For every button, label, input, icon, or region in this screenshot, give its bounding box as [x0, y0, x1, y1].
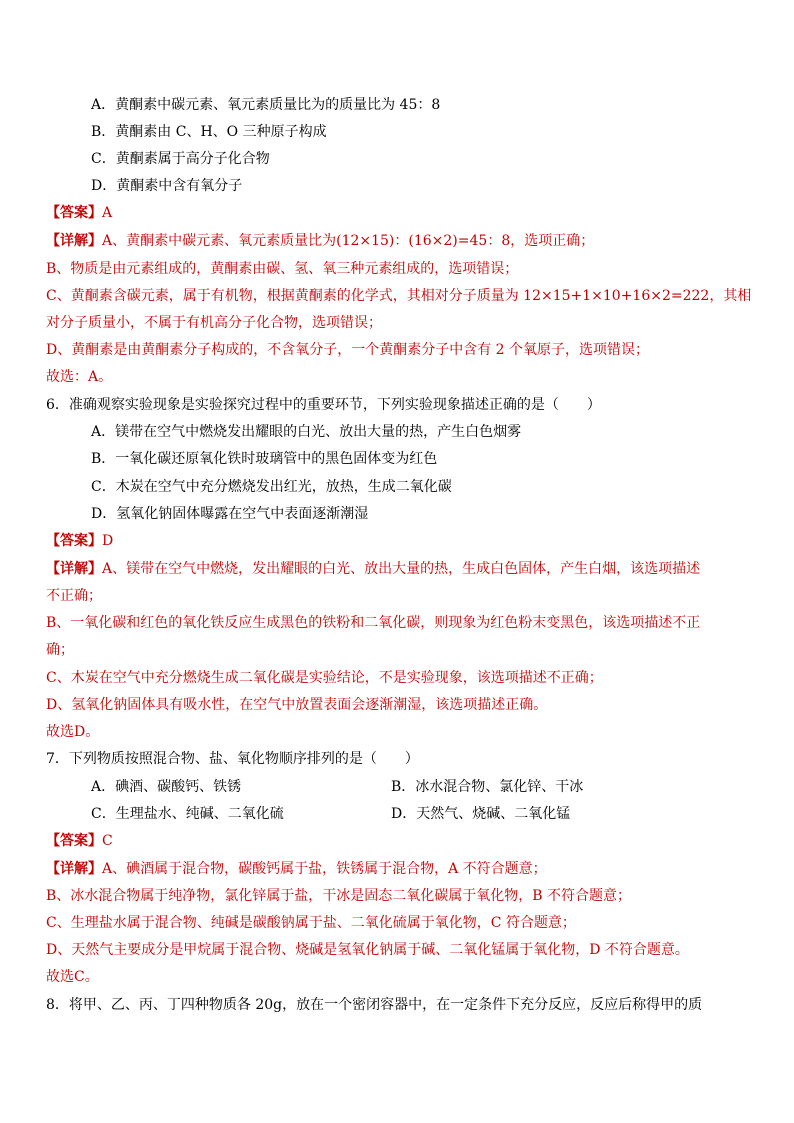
detail-text: A、黄酮素中碳元素、氧元素质量比为(12×15)：(16×2)=45：8，选项正确；	[102, 233, 595, 249]
q6-detail-line	[46, 560, 746, 578]
q6-detail-line: 确；	[46, 642, 74, 658]
q7-options-row-2	[91, 805, 791, 823]
q6-option-a: A．镁带在空气中燃烧发出耀眼的白光、放出大量的热，产生白色烟雾	[91, 424, 522, 440]
q6-question: 6．准确观察实验现象是实验探究过程中的重要环节，下列实验现象描述正确的是（ ）	[46, 397, 601, 413]
answer-label: 【答案】	[46, 533, 102, 549]
q5-detail-line: 对分子质量小，不属于有机高分子化合物，选项错误；	[46, 315, 382, 331]
q7-option-a: A．碘酒、碳酸钙、铁锈	[91, 779, 242, 795]
q7-option-c: C．生理盐水、纯碱、二氧化硫	[91, 806, 284, 822]
q6-option-d: D．氢氧化钠固体曝露在空气中表面逐渐潮湿	[91, 506, 369, 522]
q8-question: 8．将甲、乙、丙、丁四种物质各 20g，放在一个密闭容器中，在一定条件下充分反应，反应后称得甲的质	[46, 997, 703, 1013]
answer-label: 【答案】	[46, 833, 102, 849]
q5-answer	[46, 204, 746, 222]
q5-detail-line: D、黄酮素是由黄酮素分子构成的，不含氧分子，一个黄酮素分子中含有 2 个氧原子，选项错误；	[46, 342, 650, 358]
detail-text: A、碘酒属于混合物，碳酸钙属于盐，铁锈属于混合物，A 不符合题意；	[102, 861, 547, 877]
q7-answer	[46, 832, 746, 850]
detail-label: 【详解】	[46, 233, 102, 249]
q7-option-b: B．冰水混合物、氯化锌、干冰	[391, 779, 584, 795]
q7-detail-line: B、冰水混合物属于纯净物，氯化锌属于盐，干冰是固态二氧化碳属于氧化物，B 不符合题意；	[46, 888, 632, 904]
detail-label: 【详解】	[46, 861, 102, 877]
q6-option-c: C．木炭在空气中充分燃烧发出红光，放热，生成二氧化碳	[91, 479, 452, 495]
q6-option-b: B．一氧化碳还原氧化铁时玻璃管中的黑色固体变为红色	[91, 451, 438, 467]
q5-option-d: D．黄酮素中含有氧分子	[91, 178, 243, 194]
answer-label: 【答案】	[46, 205, 102, 221]
q7-detail-line	[46, 860, 746, 878]
q7-option-d: D．天然气、烧碱、二氧化锰	[391, 806, 571, 822]
q7-options-row-1	[91, 778, 791, 796]
detail-label: 【详解】	[46, 561, 102, 577]
q6-detail-line: C、木炭在空气中充分燃烧生成二氧化碳是实验结论，不是实验现象，该选项描述不正确；	[46, 670, 603, 686]
q7-conclusion: 故选C。	[46, 969, 99, 985]
q5-detail-line: B、物质是由元素组成的，黄酮素由碳、氢、氧三种元素组成的，选项错误；	[46, 261, 519, 277]
q5-conclusion: 故选：A。	[46, 369, 113, 385]
q5-option-c: C．黄酮素属于高分子化合物	[91, 151, 270, 167]
q7-detail-line: C、生理盐水属于混合物、纯碱是碳酸钠属于盐、二氧化硫属于氧化物，C 符合题意；	[46, 915, 576, 931]
answer-value: D	[102, 533, 114, 549]
answer-value: A	[102, 205, 113, 221]
answer-value: C	[102, 833, 113, 849]
q5-option-b: B．黄酮素由 C、H、O 三种原子构成	[91, 124, 327, 140]
q6-conclusion: 故选D。	[46, 724, 100, 740]
q5-detail-line: C、黄酮素含碳元素，属于有机物，根据黄酮素的化学式，其相对分子质量为 12×15+1×10+16×2=222，其相	[46, 288, 752, 304]
q6-detail-line: B、一氧化碳和红色的氧化铁反应生成黑色的铁粉和二氧化碳，则现象为红色粉末变黑色，该选项描述不正	[46, 615, 701, 631]
q7-detail-line: D、天然气主要成分是甲烷属于混合物、烧碱是氢氧化钠属于碱、二氧化锰属于氧化物，D 不符合题意。	[46, 942, 689, 958]
q6-answer	[46, 532, 746, 550]
q7-question: 7．下列物质按照混合物、盐、氧化物顺序排列的是（ ）	[46, 751, 419, 767]
q6-detail-line: 不正确；	[46, 588, 102, 604]
q5-option-a: A．黄酮素中碳元素、氧元素质量比为的质量比为 45：8	[91, 97, 441, 113]
q6-detail-line: D、氢氧化钠固体具有吸水性，在空气中放置表面会逐渐潮湿，该选项描述正确。	[46, 697, 548, 713]
detail-text: A、镁带在空气中燃烧，发出耀眼的白光、放出大量的热，生成白色固体，产生白烟，该选项描述	[102, 561, 701, 577]
q5-detail-line	[46, 232, 746, 250]
